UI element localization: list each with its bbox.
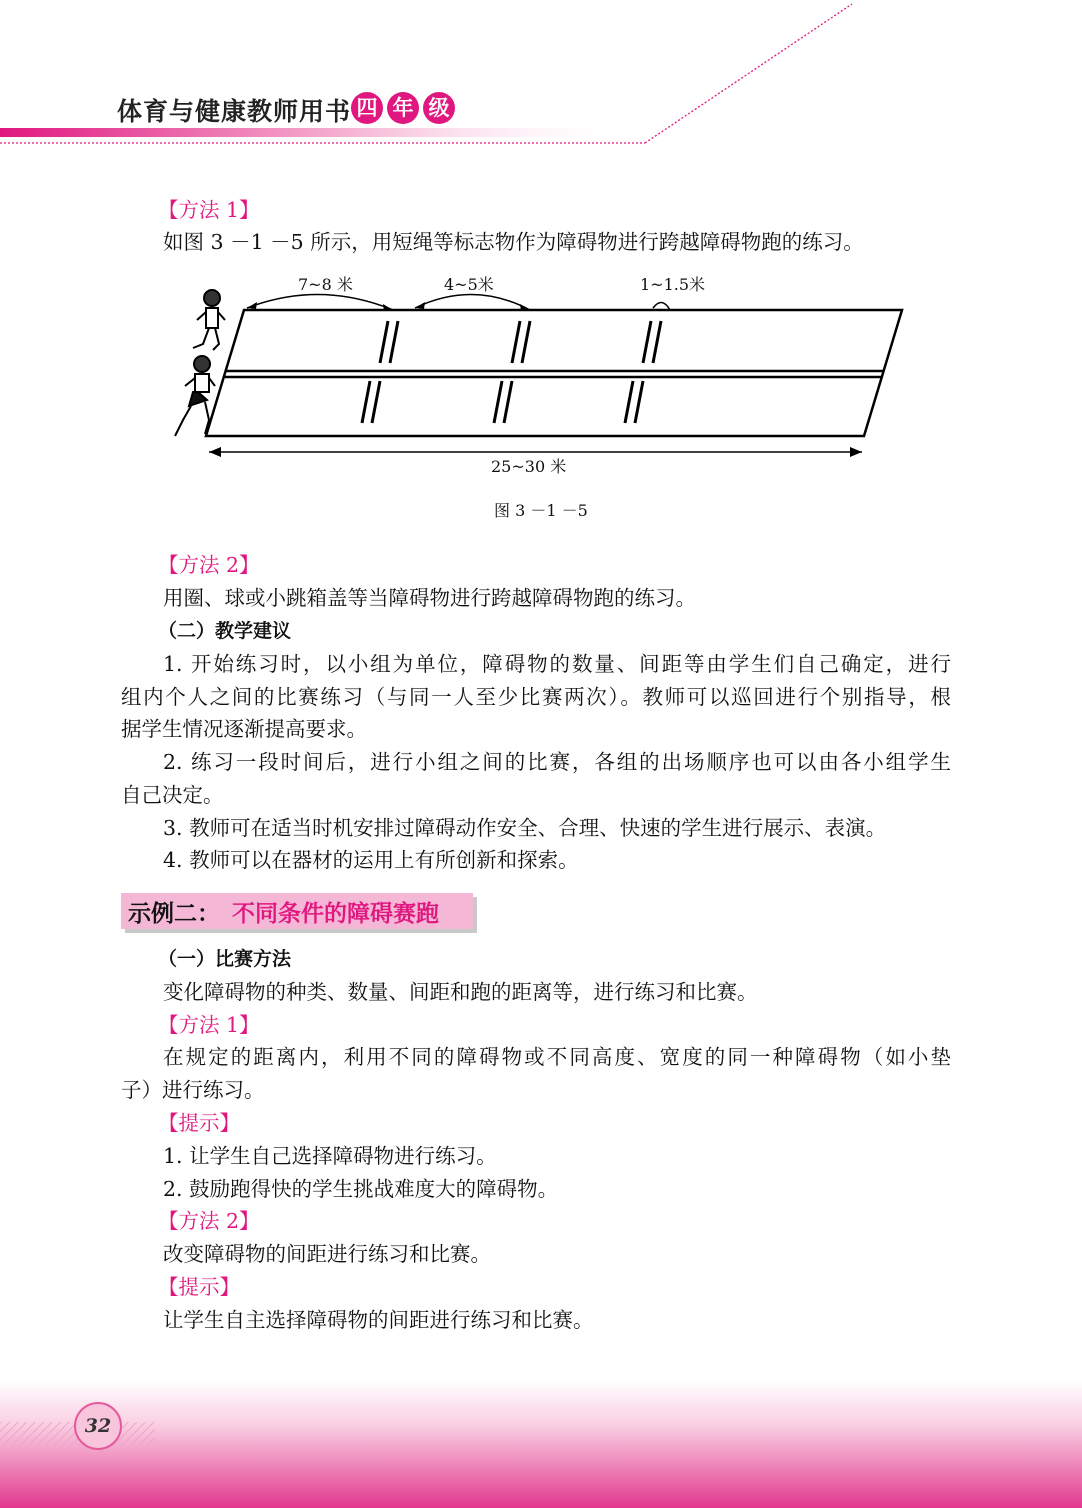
suggestion-line: 据学生情况逐渐提高要求。 xyxy=(121,717,367,741)
tip2-text: 让学生自主选择障碍物的间距进行练习和比赛。 xyxy=(163,1308,594,1332)
teaching-heading: （二）教学建议 xyxy=(158,620,292,642)
method1-heading: 【方法 1】 xyxy=(158,198,260,222)
suggestion-line: 4. 教师可以在器材的运用上有所创新和探索。 xyxy=(163,848,579,872)
obstacle-mark xyxy=(494,381,502,423)
competition-heading: （一）比赛方法 xyxy=(158,948,292,970)
gap-label: 4~5米 xyxy=(444,275,494,294)
obstacle-mark xyxy=(522,321,530,363)
length-label: 25~30 米 xyxy=(491,457,567,476)
grade-char: 年 xyxy=(387,92,419,124)
grade-char: 级 xyxy=(423,92,455,124)
hurdle-track-figure xyxy=(165,268,910,478)
ex2-method1-line: 子）进行练习。 xyxy=(121,1078,265,1102)
obstacle-mark xyxy=(512,321,520,363)
tip1-heading: 【提示】 xyxy=(158,1111,240,1135)
gap-label: 1~1.5米 xyxy=(640,275,706,294)
figure-caption: 图 3 －1 －5 xyxy=(494,501,588,520)
footer-decoration xyxy=(0,1380,1082,1508)
ex2-method2-heading: 【方法 2】 xyxy=(158,1209,260,1233)
example2-label: 示例二： xyxy=(128,901,220,927)
page-number: 32 xyxy=(74,1402,122,1450)
tip2-heading: 【提示】 xyxy=(158,1275,240,1299)
method2-heading: 【方法 2】 xyxy=(158,553,260,577)
obstacle-mark xyxy=(390,321,398,363)
example2-banner xyxy=(121,893,473,929)
ex2-method1-line: 在规定的距离内，利用不同的障碍物或不同高度、宽度的同一种障碍物（如小垫 xyxy=(163,1045,951,1069)
method2-text: 用圈、球或小跳箱盖等当障碍物进行跨越障碍物跑的练习。 xyxy=(163,586,696,610)
book-title: 体育与健康教师用书 xyxy=(117,97,352,126)
obstacle-mark xyxy=(625,381,633,423)
gap-label: 7~8 米 xyxy=(298,275,353,294)
competition-text: 变化障碍物的种类、数量、间距和跑的距离等，进行练习和比赛。 xyxy=(163,980,758,1004)
track-outline xyxy=(206,310,902,436)
obstacle-mark xyxy=(643,321,651,363)
grade-char: 四 xyxy=(351,92,383,124)
suggestion-line: 2. 练习一段时间后，进行小组之间的比赛，各组的出场顺序也可以由各小组学生 xyxy=(163,750,951,774)
obstacle-mark xyxy=(380,321,388,363)
method1-text: 如图 3 －1 －5 所示，用短绳等标志物作为障碍物进行跨越障碍物跑的练习。 xyxy=(163,230,864,254)
example2-title: 不同条件的障碍赛跑 xyxy=(232,901,439,927)
obstacle-mark xyxy=(635,381,643,423)
suggestion-line: 3. 教师可在适当时机安排过障碍动作安全、合理、快速的学生进行展示、表演。 xyxy=(163,816,887,840)
obstacle-mark xyxy=(653,321,661,363)
tip-item: 1. 让学生自己选择障碍物进行练习。 xyxy=(163,1144,497,1168)
suggestion-line: 1. 开始练习时，以小组为单位，障碍物的数量、间距等由学生们自己确定，进行 xyxy=(163,652,951,676)
header-decoration xyxy=(0,0,1082,160)
runner-figure xyxy=(193,290,225,350)
obstacle-mark xyxy=(362,381,370,423)
ex2-method2-text: 改变障碍物的间距进行练习和比赛。 xyxy=(163,1242,491,1266)
obstacle-mark xyxy=(504,381,512,423)
suggestion-line: 组内个人之间的比赛练习（与同一人至少比赛两次）。教师可以巡回进行个别指导，根 xyxy=(121,685,951,709)
tip-item: 2. 鼓励跑得快的学生挑战难度大的障碍物。 xyxy=(163,1177,559,1201)
suggestion-line: 自己决定。 xyxy=(121,783,224,807)
obstacle-mark xyxy=(372,381,380,423)
ex2-method1-heading: 【方法 1】 xyxy=(158,1013,260,1037)
